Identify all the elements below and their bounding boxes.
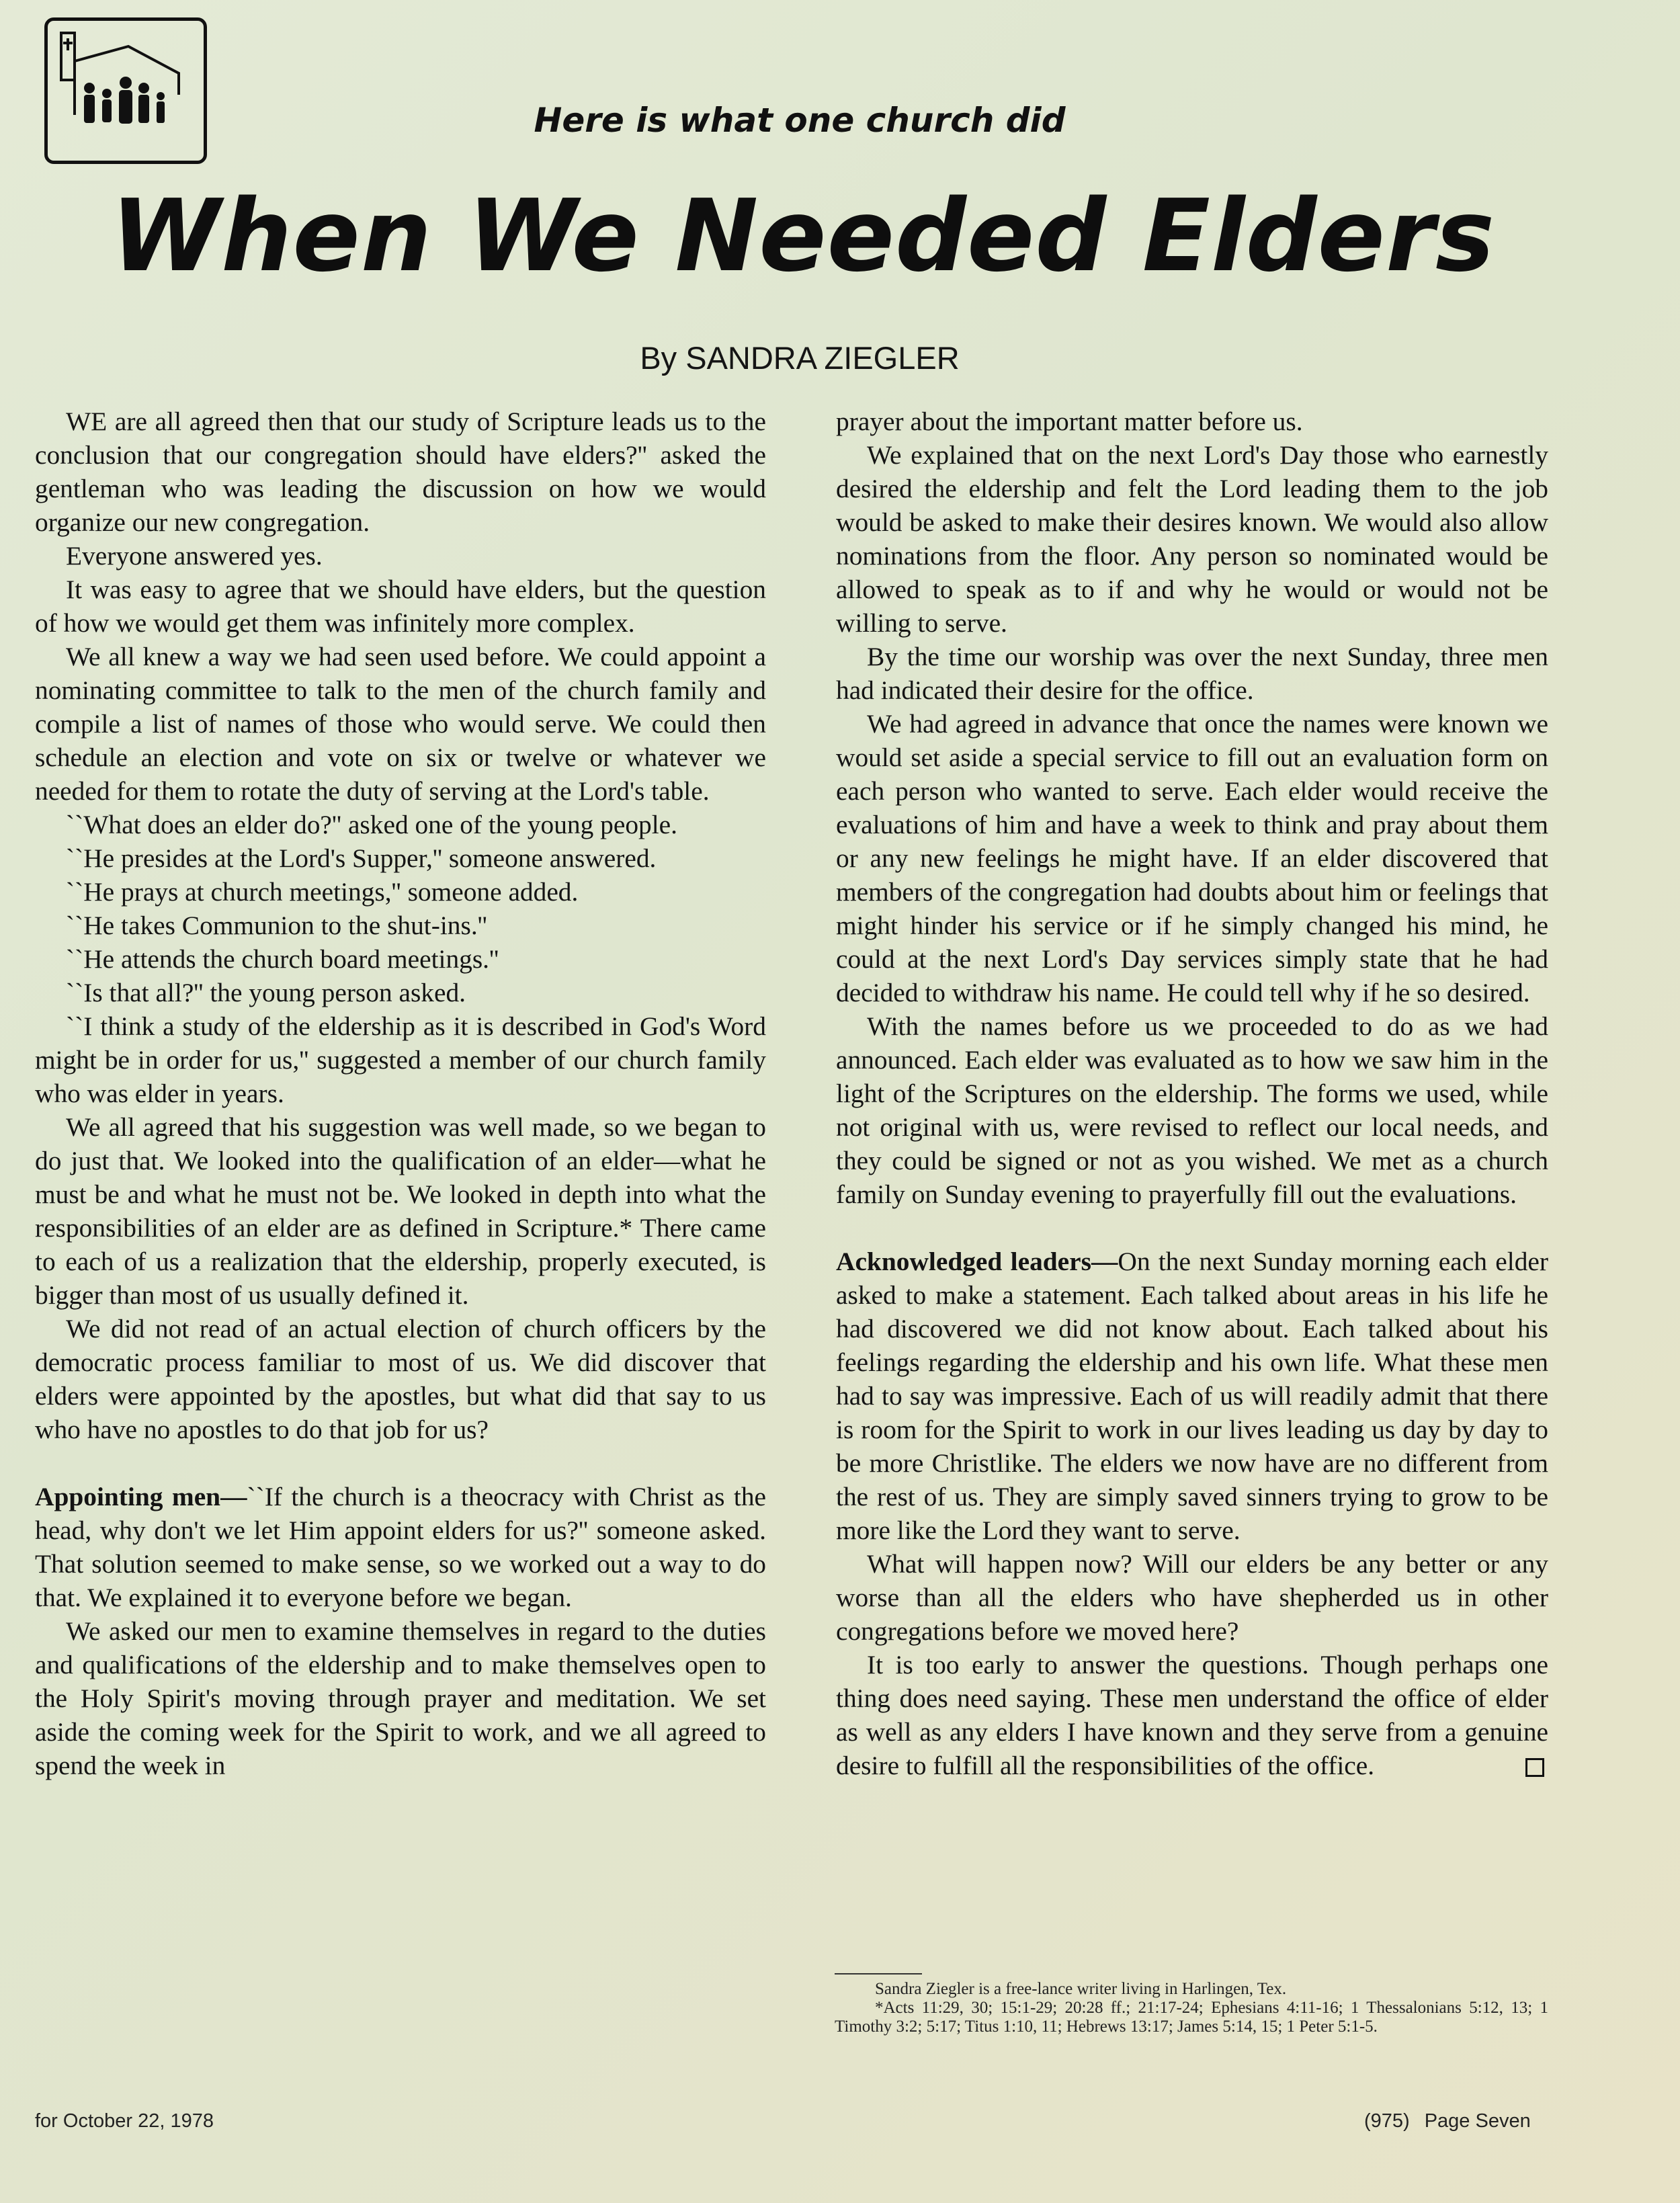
article-title: When We Needed Elders bbox=[110, 178, 1496, 294]
paragraph: prayer about the important matter before us. bbox=[836, 407, 1303, 436]
paragraph: ``Is that all?'' the young person asked. bbox=[66, 978, 466, 1007]
paragraph: We all knew a way we had seen used before. We could appoint a nominating committee to talk to the men of the church family and compile a list of names of those who would serve. We could then schedule an election and vote on six or twelve or whatever we needed for them to rotate the duty of serving at the Lord's table. bbox=[35, 642, 766, 806]
subhead-appointing-men: Appointing men— bbox=[35, 1482, 247, 1511]
scripture-references: *Acts 11:29, 30; 15:1-29; 20:28 ff.; 21:17-24; Ephesians 4:11-16; 1 Thessalonians 5:12, 13; 1 Timothy 3:2; 5:17; Titus 1:10, 11; Hebrews 13:17; James 5:14, 15; 1 Peter 5:1-5. bbox=[835, 1999, 1548, 2036]
paragraph: Everyone answered yes. bbox=[66, 541, 323, 571]
right-column bbox=[836, 405, 1548, 1782]
paragraph-text: On the next Sunday morning each elder asked to make a statement. Each talked about areas in his life he had discovered we did not know about. Each talked about his feelings regarding the eldership and his own life. What these men had to say was impressive. Each of us will readily admit that there is room for the Spirit to work in our lives leading us day by day to be more Christlike. The elders we now have are no different from the rest of us. They are simply saved sinners trying to grow to be more like the Lord they want to serve. bbox=[836, 1247, 1548, 1545]
left-column bbox=[35, 405, 766, 1782]
subhead-paragraph bbox=[836, 1245, 1548, 1547]
issue-date: for October 22, 1978 bbox=[35, 2110, 214, 2132]
paragraph: ``What does an elder do?'' asked one of the young people. bbox=[66, 810, 678, 839]
subhead-paragraph bbox=[35, 1480, 766, 1614]
end-mark-icon bbox=[1525, 1758, 1544, 1777]
paragraph: ``He presides at the Lord's Supper,'' someone answered. bbox=[66, 843, 657, 873]
subhead-acknowledged-leaders: Acknowledged leaders— bbox=[836, 1247, 1118, 1276]
paragraph bbox=[836, 1648, 1548, 1782]
paragraph: What will happen now? Will our elders be any better or any worse than all the elders who have shepherded us in other congregations before we moved here? bbox=[836, 1549, 1548, 1646]
author-note: Sandra Ziegler is a free-lance writer living in Harlingen, Tex. bbox=[875, 1980, 1287, 1998]
footnotes bbox=[835, 1973, 1548, 2036]
footnote-divider bbox=[835, 1973, 922, 1975]
page-label: Page Seven bbox=[1424, 2110, 1531, 2132]
paragraph: We asked our men to examine themselves in regard to the duties and qualifications of the eldership and to make themselves open to the Holy Spirit's moving through prayer and meditation. We set aside the coming week for the Spirit to work, and we all agreed to spend the week in bbox=[35, 1616, 766, 1780]
paragraph-text: It is too early to answer the questions. Though perhaps one thing does need saying. These men understand the office of elder as well as any elders I have known and they serve from a genuine desire to fulfill all the responsibilities of the office. bbox=[836, 1650, 1548, 1780]
page-number bbox=[1364, 2110, 1531, 2132]
paragraph: WE are all agreed then that our study of Scripture leads us to the conclusion that our congregation should have elders?'' asked the gentleman who was leading the discussion on how we would organize our new congregation. bbox=[35, 407, 766, 537]
paragraph: It was easy to agree that we should have elders, but the question of how we would get them was infinitely more complex. bbox=[35, 575, 766, 638]
paragraph: ``He takes Communion to the shut-ins.'' bbox=[66, 911, 487, 940]
paragraph: We did not read of an actual election of church officers by the democratic process familiar to most of us. We did discover that elders were appointed by the apostles, but what did that say to us who have no apostles to do that job for us? bbox=[35, 1314, 766, 1444]
church-family-icon bbox=[44, 17, 207, 164]
paragraph: With the names before us we proceeded to do as we had announced. Each elder was evaluated as to how we saw him in the light of the Scriptures on the eldership. The forms we used, while not original with us, were revised to reflect our local needs, and they could be signed or not as you wished. We met as a church family on Sunday evening to prayerfully fill out the evaluations. bbox=[836, 1011, 1548, 1209]
paragraph: We all agreed that his suggestion was well made, so we began to do just that. We looked into the qualification of an elder—what he must be and what he must not be. We looked in depth into what the responsibilities of an elder are as defined in Scripture.* There came to each of us a realization that the eldership, properly executed, is bigger than most of us usually defined it. bbox=[35, 1112, 766, 1310]
article-subtitle: Here is what one church did bbox=[534, 101, 1066, 140]
paragraph: We explained that on the next Lord's Day those who earnestly desired the eldership and felt the Lord leading them to the job would be asked to make their desires known. We would also allow nominations from the floor. Any person so nominated would be allowed to speak as to if and why he would or would not be willing to serve. bbox=[836, 440, 1548, 638]
paragraph: ``He prays at church meetings,'' someone added. bbox=[66, 877, 579, 907]
paragraph: ``He attends the church board meetings.'' bbox=[66, 944, 499, 974]
paragraph-text: ``If the church is a theocracy with Christ as the head, why don't we let Him appoint elders for us?'' someone asked. That solution seemed to make sense, so we worked out a way to do that. We explained it to everyone before we began. bbox=[35, 1482, 767, 1612]
paragraph: ``I think a study of the eldership as it is described in God's Word might be in order for us,'' suggested a member of our church family who was elder in years. bbox=[35, 1011, 766, 1108]
paragraph: By the time our worship was over the next Sunday, three men had indicated their desire for the office. bbox=[836, 642, 1548, 705]
paragraph: We had agreed in advance that once the names were known we would set aside a special service to fill out an evaluation form on each person who wanted to serve. Each elder would receive the evaluations of him and have a week to think and pray about them or any new feelings he might have. If an elder discovered that members of the congregation had doubts about him or feelings that might hinder his service or if he simply changed his mind, he could at the next Lord's Day services simply state that he had decided to withdraw his name. He could tell why if he so desired. bbox=[836, 709, 1548, 1007]
page-code: (975) bbox=[1364, 2110, 1410, 2132]
byline: By SANDRA ZIEGLER bbox=[640, 340, 960, 376]
